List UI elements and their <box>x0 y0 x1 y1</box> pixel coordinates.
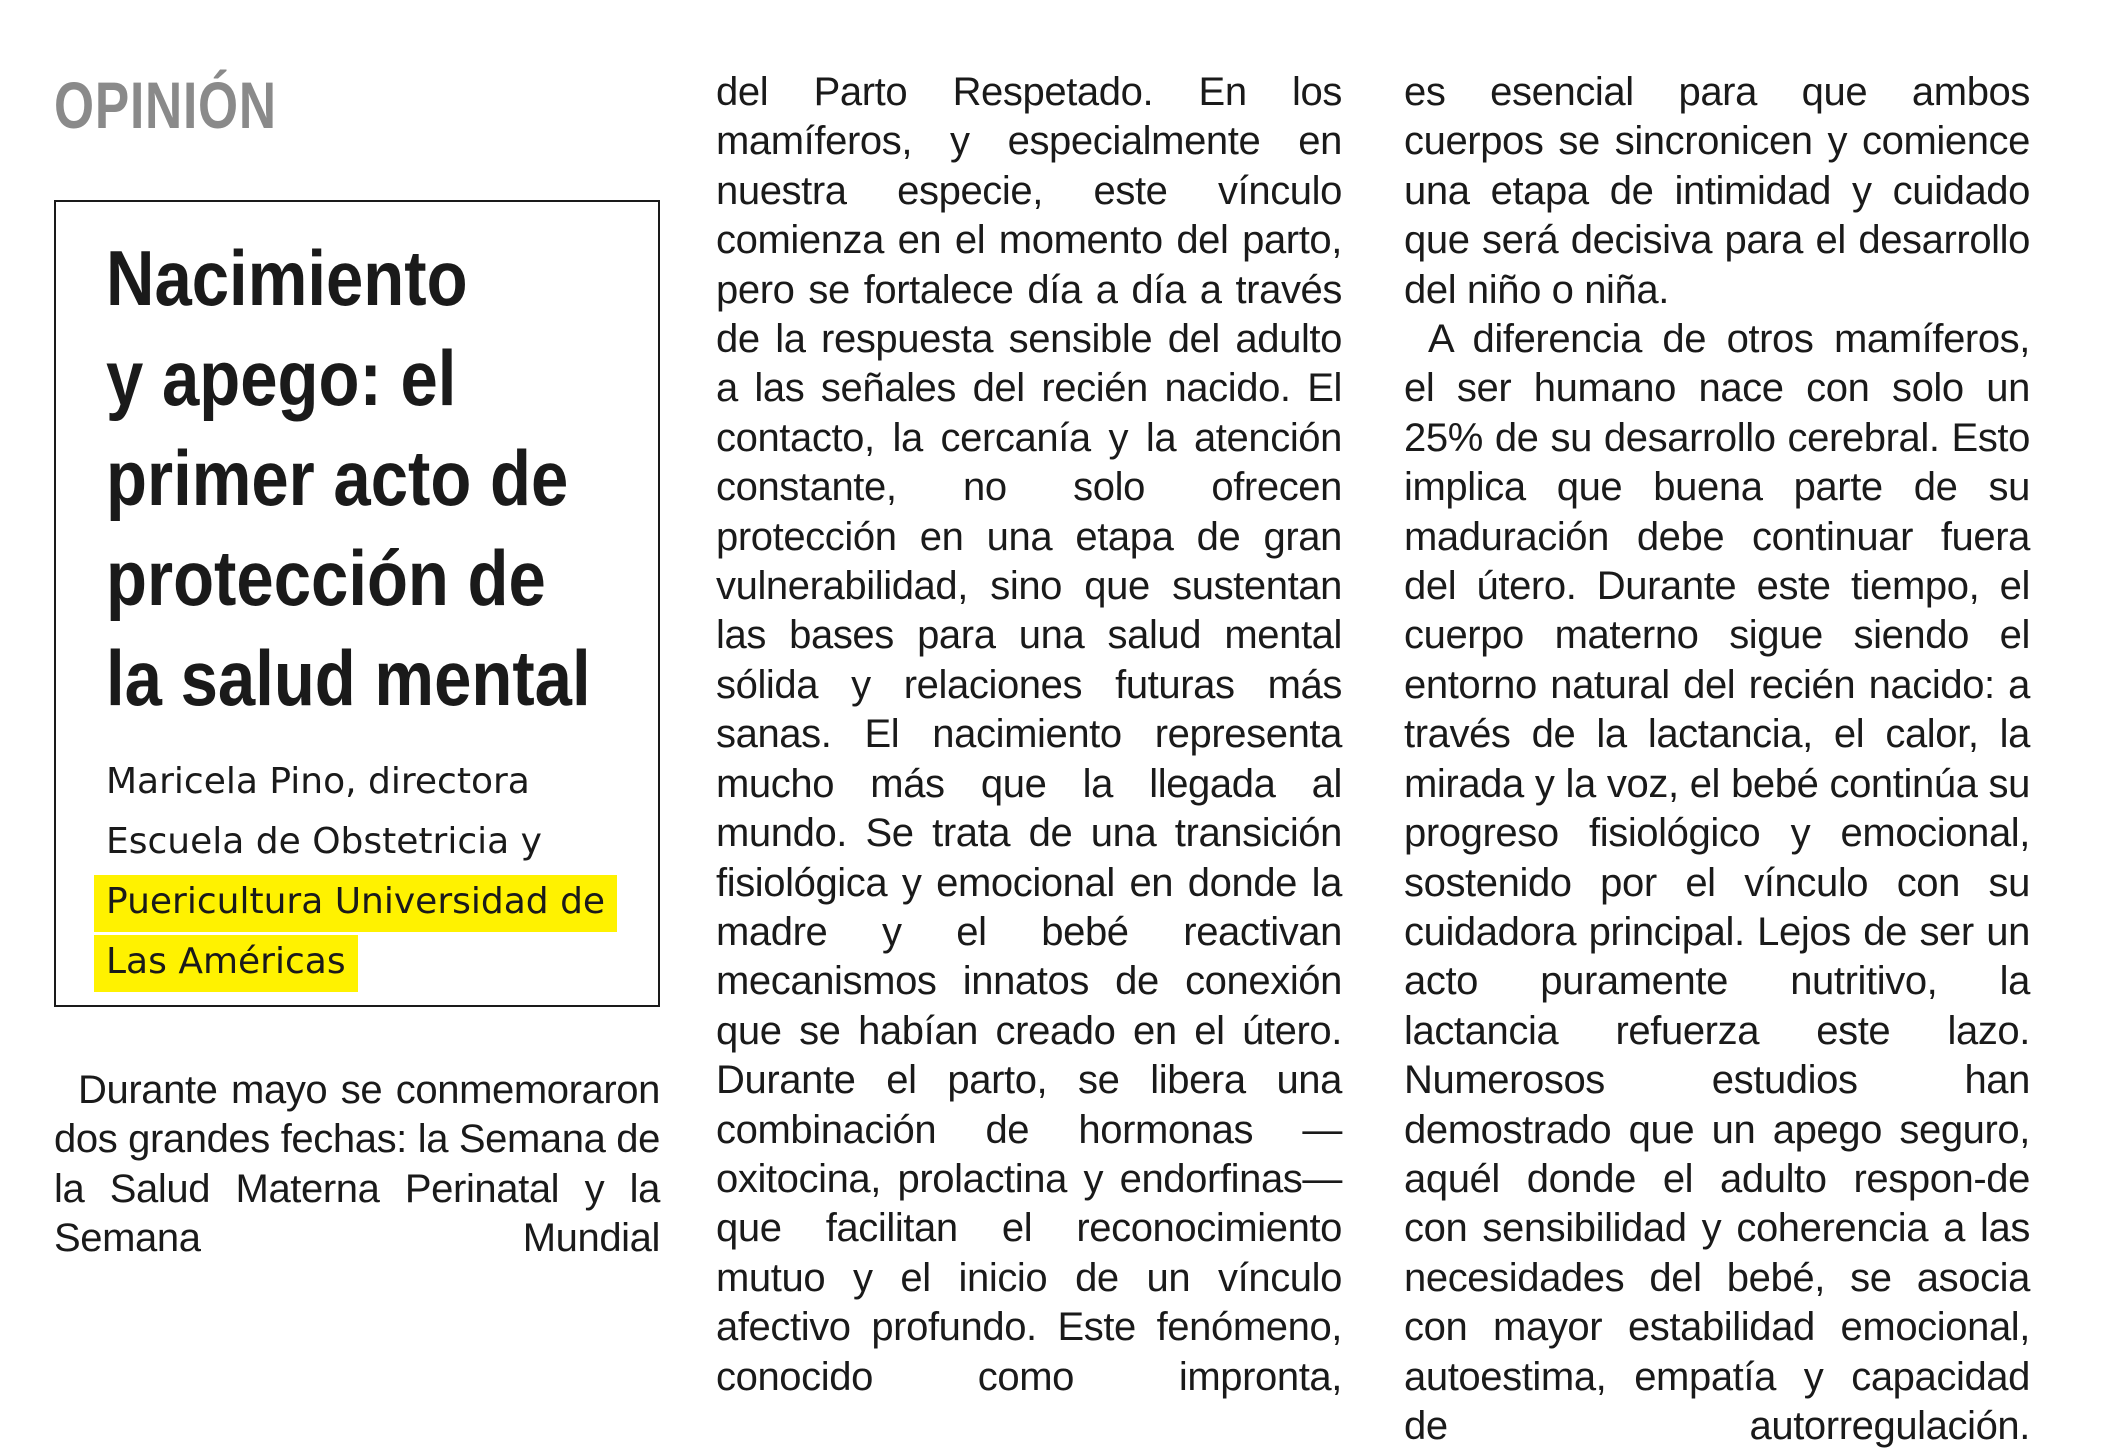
headline <box>106 228 591 728</box>
article-column-2 <box>716 68 1342 1402</box>
article-paragraph: es esencial para que ambos cuerpos se sincronicen y comience una etapa de intimidad y cuidado que será decisiva para el desarrollo del niño o niña. <box>1404 70 2030 312</box>
author-affiliation-highlight: Las Américas <box>94 935 358 992</box>
article-paragraph: A diferencia de otros mamíferos, el ser humano nace con solo un 25% de su desarrollo cerebral. Esto implica que buena parte de su maduración debe continuar fuera del útero. Durante este tiempo, el cuerpo materno sigue siendo el entorno natural del recién nacido: a través de la lactancia, el calor, la mirada y la voz, el bebé continúa su progreso fisiológico y emocional, sostenido por el vínculo con su cuidadora principal. Lejos de ser un acto puramente nutritivo, la lactancia refuerza este lazo. Numerosos estudios han demostrado que un apego seguro, aquél donde el adulto respon-de con sensibilidad y coherencia a las necesidades del bebé, se asocia con mayor estabilidad emocional, autoestima, empatía y capacidad de autorregulación. <box>1404 317 2030 1448</box>
headline-box <box>54 200 660 1007</box>
author-credit <box>106 752 617 992</box>
author-affiliation-highlight: Puericultura Universidad de <box>94 875 617 932</box>
article-paragraph: del Parto Respetado. En los mamíferos, y especialmente en nuestra especie, este vínculo comienza en el momento del parto, pero se fortalece día a día a través de la respuesta sensible del adulto a las señales del recién nacido. El contacto, la cercanía y la atención constante, no solo ofrecen protección en una etapa de gran vulnerabilidad, sino que sustentan las bases para una salud mental sólida y relaciones futuras más sanas. El nacimiento representa mucho más que la llegada al mundo. Se trata de una transición fisiológica y emocional en donde la madre y el bebé reactivan mecanismos innatos de conexión que se habían creado en el útero. Durante el parto, se libera una combinación de hormonas —oxitocina, prolactina y endorfinas— que facilitan el reconocimiento mutuo y el inicio de un vínculo afectivo profundo. Este fenómeno, conocido como impronta, <box>716 70 1342 1399</box>
headline-line: primer acto de <box>106 434 569 522</box>
author-name: Maricela Pino, directora <box>106 761 530 802</box>
section-label: OPINIÓN <box>54 68 277 142</box>
author-affiliation: Escuela de Obstetricia y <box>106 821 542 862</box>
headline-line: y apego: el <box>106 334 457 422</box>
headline-line: protección de <box>106 534 546 622</box>
headline-line: Nacimiento <box>106 234 468 322</box>
article-column-3 <box>1404 68 2030 1451</box>
headline-line: la salud mental <box>106 634 591 722</box>
article-paragraph: Durante mayo se conmemoraron dos grandes fechas: la Semana de la Salud Materna Perinatal y la Semana Mundial <box>54 1068 660 1261</box>
article-column-1 <box>54 1066 660 1261</box>
